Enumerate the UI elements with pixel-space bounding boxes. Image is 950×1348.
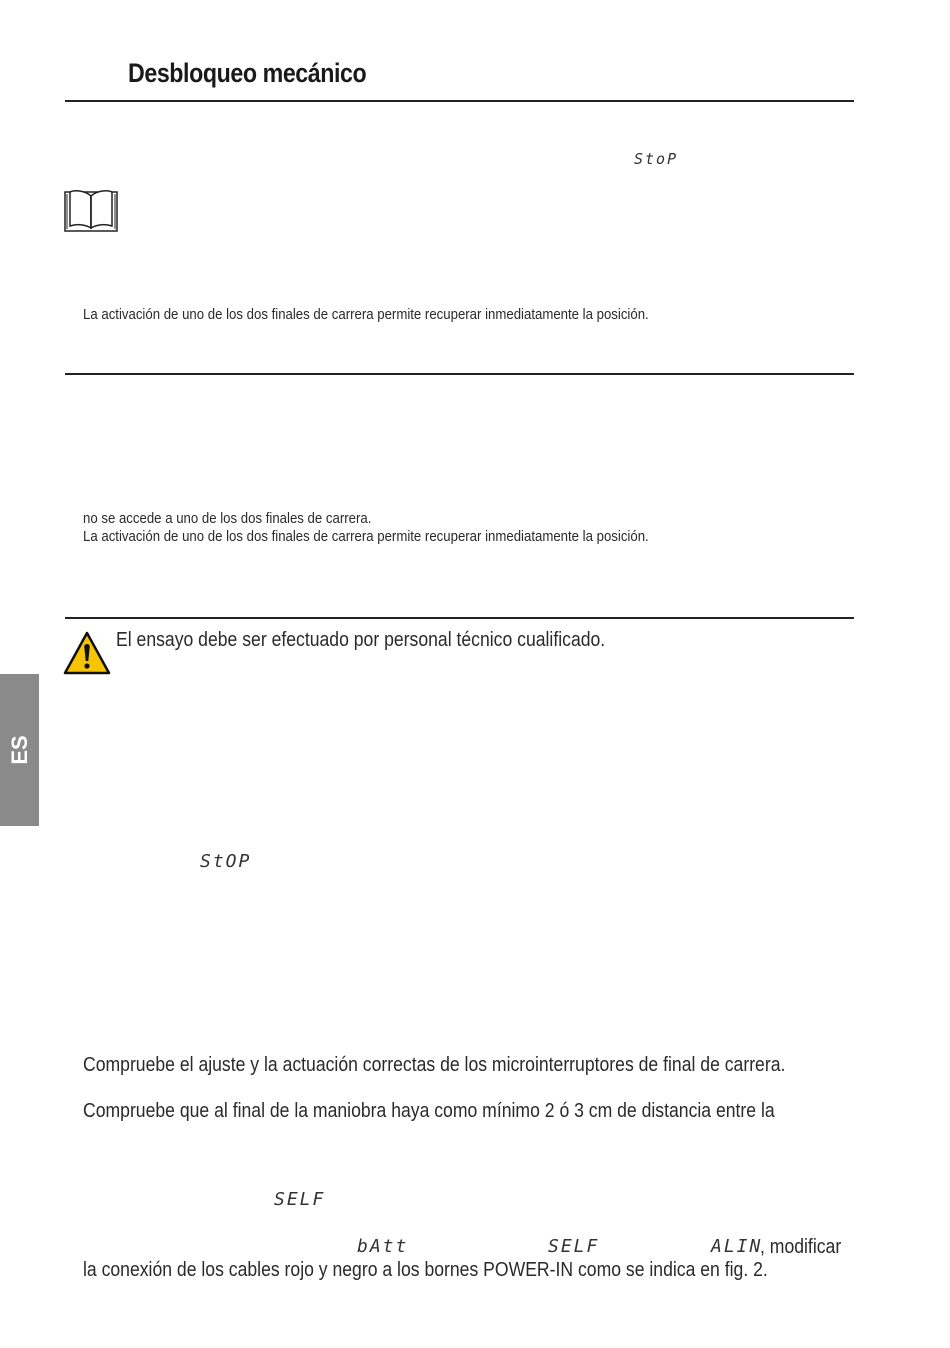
display-code-alin: ALIN	[711, 1236, 763, 1257]
open-book-icon	[64, 186, 118, 232]
display-code-batt: bAtt	[357, 1236, 409, 1257]
check-distance: Compruebe que al final de la maniobra haya como mínimo 2 ó 3 cm de distancia entre la	[83, 1100, 775, 1122]
check-limit-switches: Compruebe el ajuste y la actuación correctas de los microinterruptores de final de carrera.	[83, 1054, 786, 1076]
warning-text: El ensayo debe ser efectuado por personal técnico cualificado.	[116, 629, 606, 651]
final-instruction: la conexión de los cables rojo y negro a los bornes POWER-IN como se indica en fig. 2.	[83, 1259, 768, 1281]
language-tab	[0, 674, 39, 826]
display-code-self: SELF	[274, 1189, 326, 1210]
section1-divider	[65, 373, 854, 375]
section2-divider	[65, 617, 854, 619]
warning-triangle-icon	[63, 631, 111, 675]
page-title: Desbloqueo mecánico	[128, 58, 367, 88]
display-code-self-2: SELF	[548, 1236, 600, 1257]
display-code-stop: StoP	[634, 150, 679, 168]
section2-line1: no se accede a uno de los dos finales de carrera.	[83, 510, 372, 527]
language-tab-label: ES	[6, 735, 32, 765]
section2-line2: La activación de uno de los dos finales de carrera permite recuperar inmediatamente la posición.	[83, 528, 649, 545]
section1-note: La activación de uno de los dos finales de carrera permite recuperar inmediatamente la posición.	[83, 306, 649, 323]
display-code-stop-upper: StOP	[200, 851, 252, 872]
modify-suffix: , modificar	[760, 1236, 842, 1258]
title-divider	[65, 100, 854, 102]
